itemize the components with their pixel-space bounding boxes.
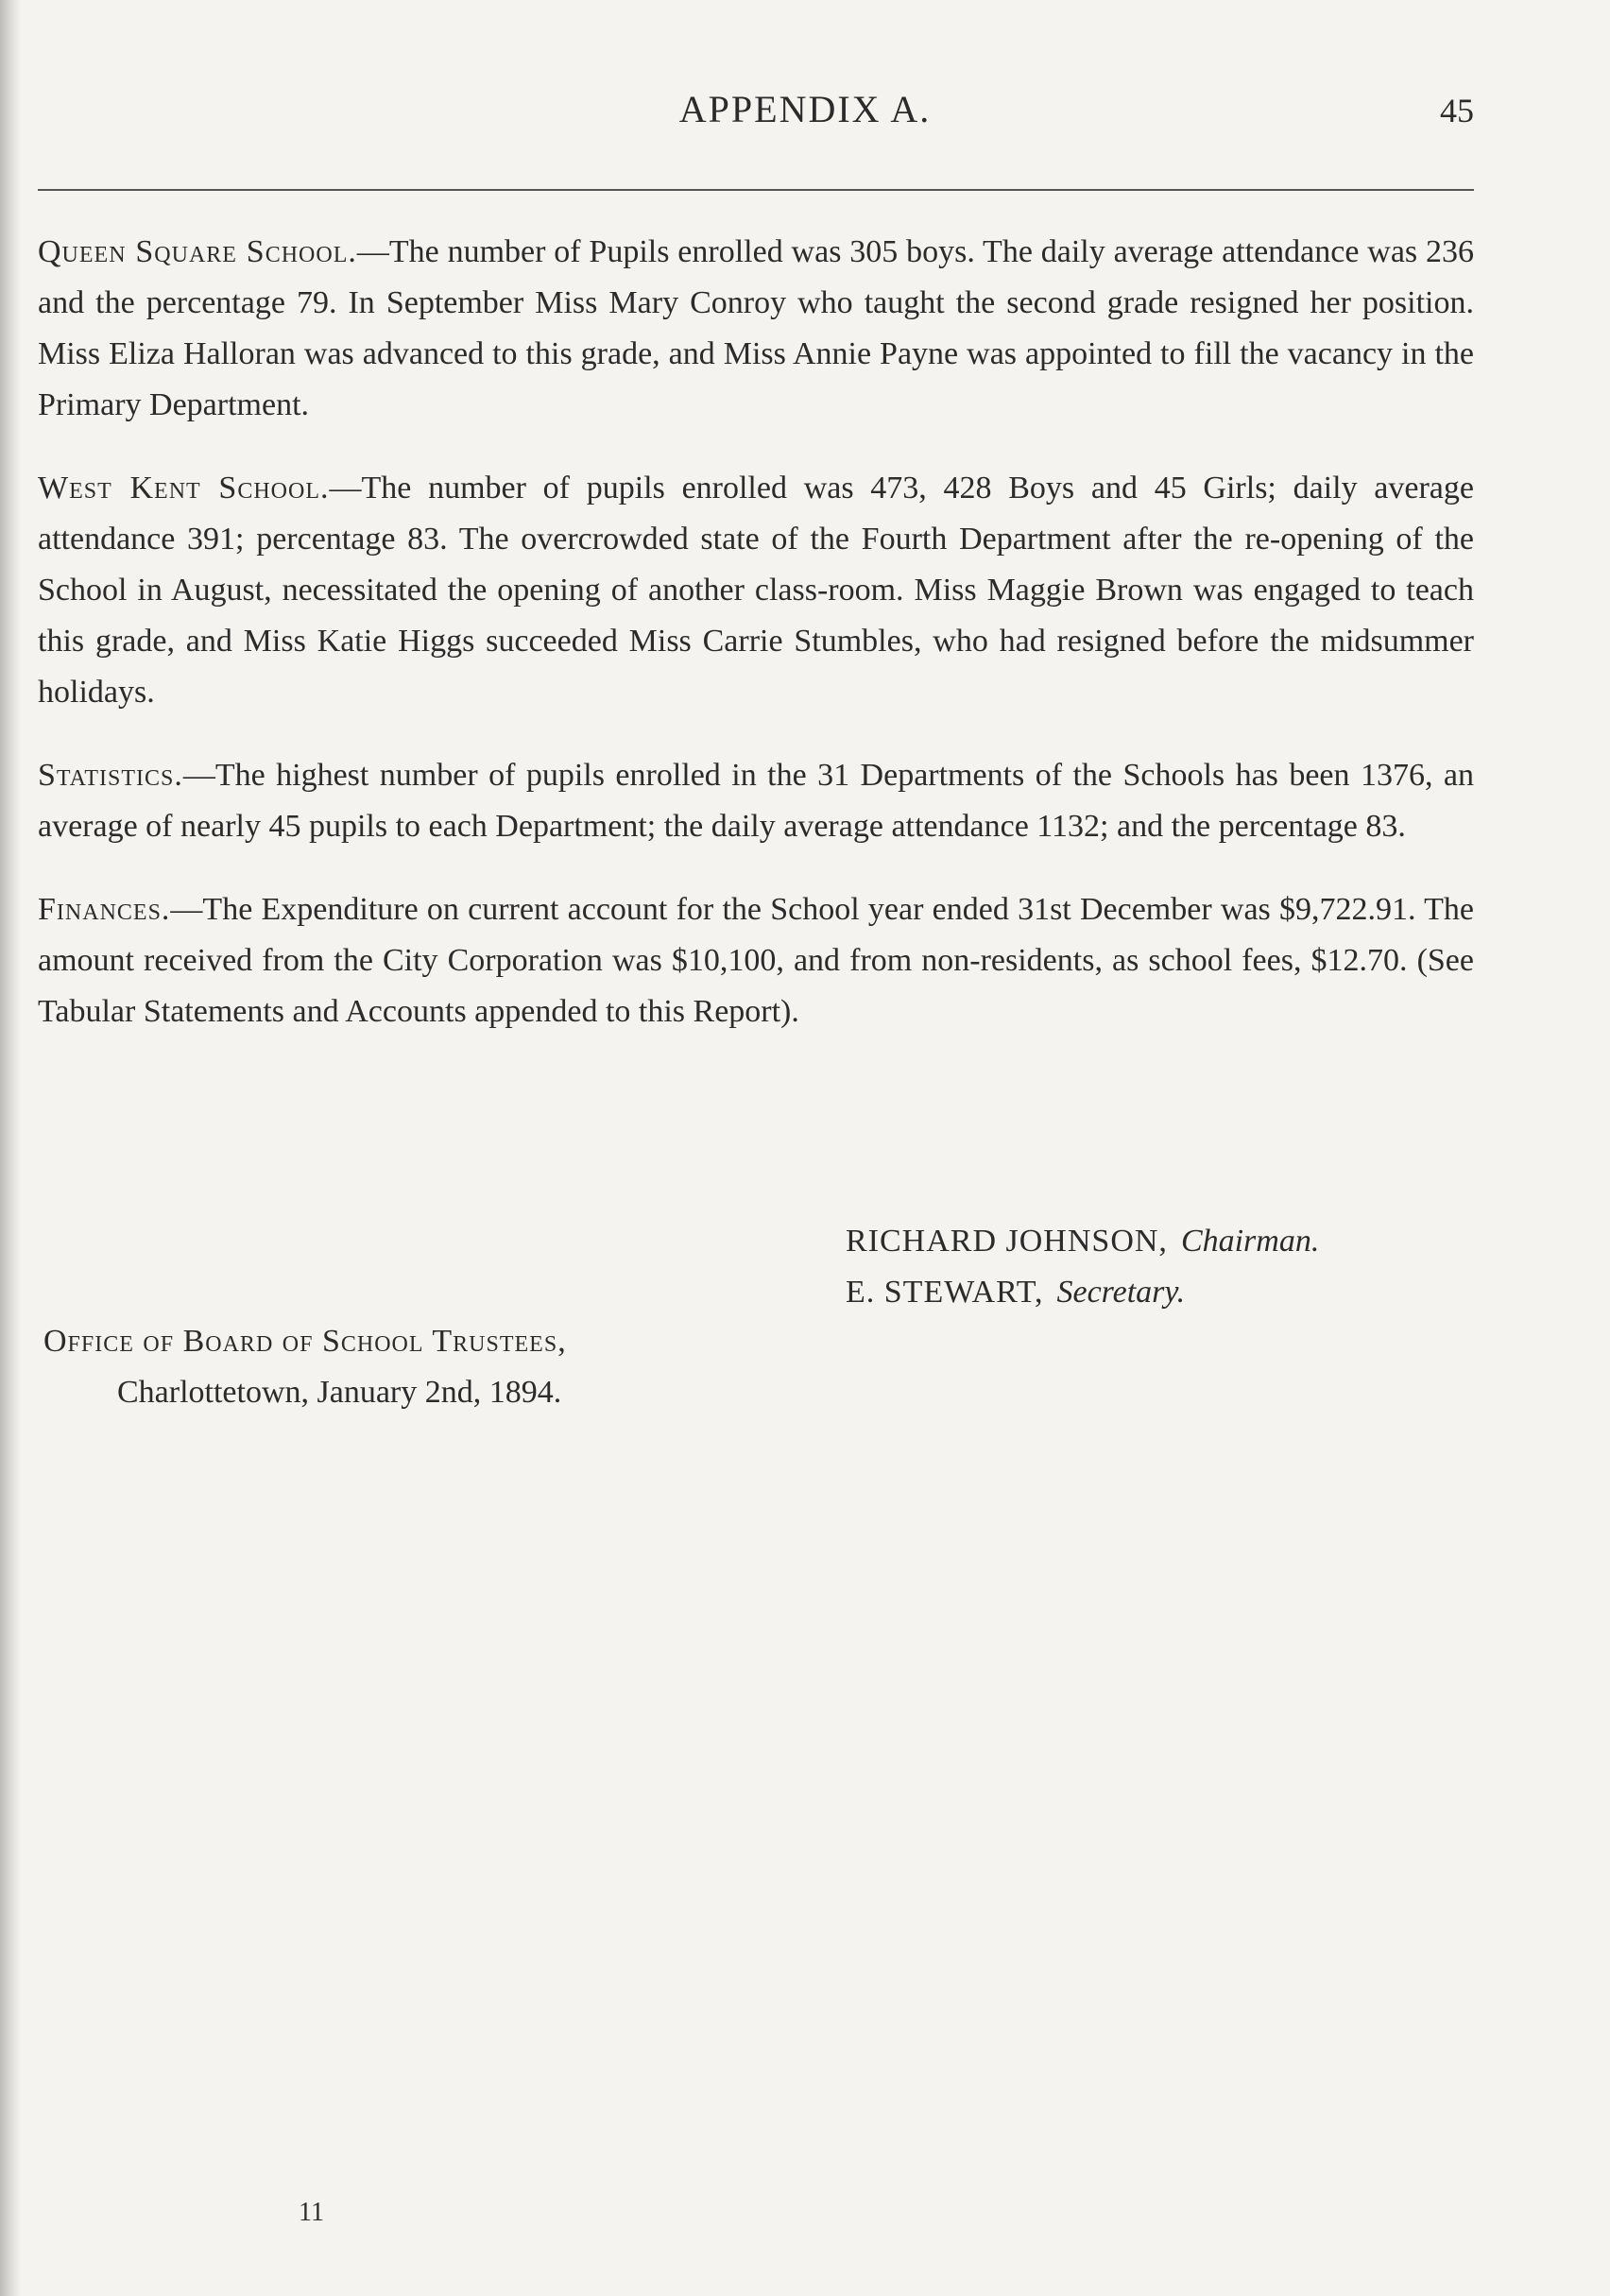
header-rule xyxy=(38,189,1474,191)
paragraph-text: —The Expenditure on current account for the School year ended 31st December was $9,722.91. The amount received from the City Corporation was $10,100, and from non-residents, as school fees, $12.70. (See Tabular Statements and Accounts appended to this Report). xyxy=(38,892,1474,1029)
printer-signature-mark: 11 xyxy=(299,2198,324,2227)
signatory-role: Secretary. xyxy=(1056,1275,1186,1310)
paragraph-heading: Finances. xyxy=(38,892,171,927)
body-text xyxy=(38,227,1474,1070)
paragraph-queen-square-school xyxy=(38,227,1474,431)
office-name: Office of Board of School Trustees, xyxy=(43,1324,567,1359)
page-number: 45 xyxy=(1440,92,1474,129)
paragraph-text: —The highest number of pupils enrolled in the 31 Departments of the Schools has been 1376, an average of nearly 45 pupils to each Department; the daily average attendance 1132; and the percentage 83. xyxy=(38,758,1474,844)
page-header-title: APPENDIX A. xyxy=(678,88,932,130)
office-address xyxy=(43,1316,567,1418)
running-head xyxy=(0,87,1610,144)
signatory-name: E. STEWART, xyxy=(846,1275,1044,1310)
paragraph-heading: West Kent School. xyxy=(38,471,330,505)
signature-chairman xyxy=(846,1216,1319,1267)
signatory-role: Chairman. xyxy=(1180,1224,1320,1259)
paragraph-text: —The number of pupils enrolled was 473, 428 Boys and 45 Girls; daily average attendance 391; percentage 83. The overcrowded state of the Fourth Department after the re-opening of the School in August, necessitated the opening of another class-room. Miss Maggie Brown was engaged to teach this grade, and Miss Katie Higgs succeeded Miss Carrie Stumbles, who had resigned before the midsummer holidays. xyxy=(38,471,1474,710)
signature-block xyxy=(846,1216,1319,1318)
paragraph-heading: Statistics. xyxy=(38,758,183,793)
signatory-name: RICHARD JOHNSON, xyxy=(846,1224,1168,1259)
paragraph-west-kent-school xyxy=(38,463,1474,718)
office-place-date: Charlottetown, January 2nd, 1894. xyxy=(117,1375,562,1410)
paragraph-heading: Queen Square School. xyxy=(38,234,357,269)
paragraph-statistics xyxy=(38,750,1474,852)
page-binding-edge xyxy=(0,0,21,2296)
signature-secretary xyxy=(846,1267,1319,1318)
paragraph-text: —The number of Pupils enrolled was 305 boys. The daily average attendance was 236 and the percentage 79. In September Miss Mary Conroy who taught the second grade resigned her position. Miss Eliza Halloran was advanced to this grade, and Miss Annie Payne was appointed to fill the vacancy in the Primary Department. xyxy=(38,234,1475,422)
paragraph-finances xyxy=(38,884,1474,1037)
